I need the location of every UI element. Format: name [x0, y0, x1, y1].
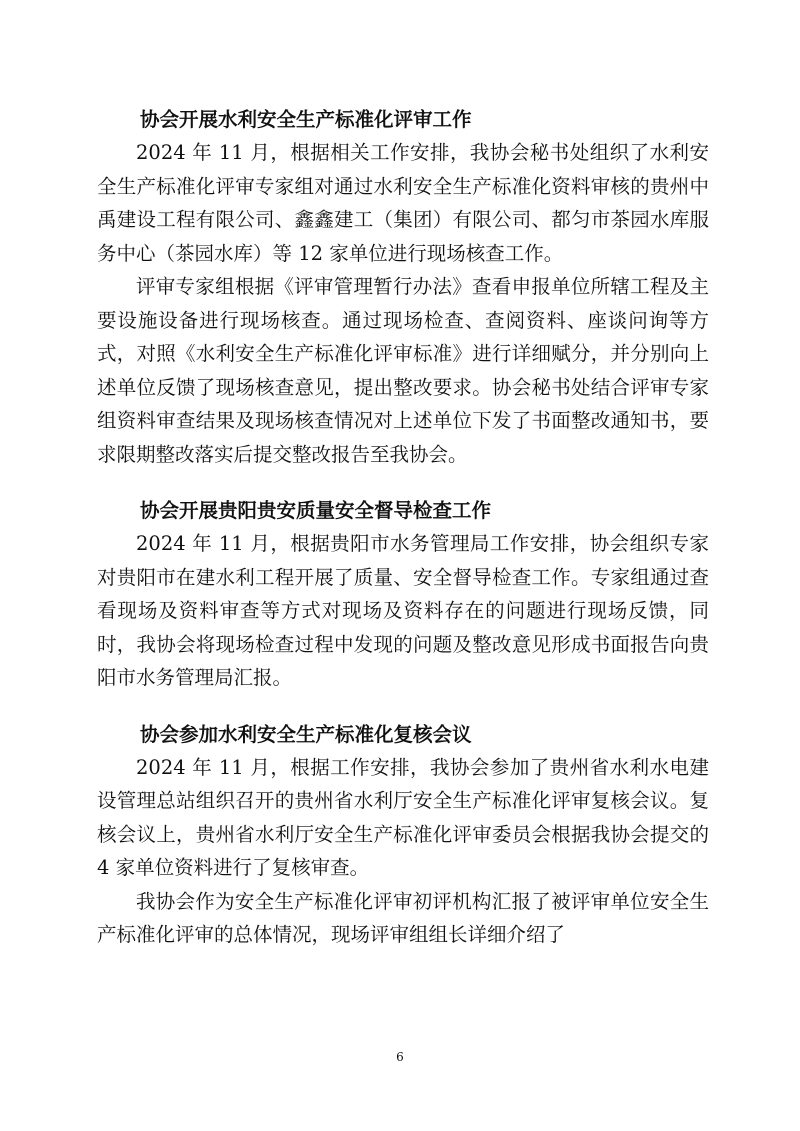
article-body [97, 104, 709, 952]
section-review-meeting [97, 719, 709, 952]
page-number: 6 [396, 1050, 404, 1064]
section-spacer [97, 695, 709, 719]
section-title: 协会开展贵阳贵安质量安全督导检查工作 [140, 499, 492, 522]
section-safety-standardization-review [97, 104, 709, 471]
paragraph: 2024 年 11 月，根据相关工作安排，我协会秘书处组织了水利安全生产标准化评审专家组对通过水利安全生产标准化资料审核的贵州中禹建设工程有限公司、鑫鑫建工（集团）有限公司、都匀市茶园水库服务中心（茶园水库）等 12 家单位进行现场核查工作。 [97, 141, 709, 265]
paragraph: 2024 年 11 月，根据贵阳市水务管理局工作安排，协会组织专家对贵阳市在建水利工程开展了质量、安全督导检查工作。专家组通过查看现场及资料审查等方式对现场及资料存在的问题进行现场反馈，同时，我协会将现场检查过程中发现的问题及整改意见形成书面报告向贵阳市水务管理局汇报。 [97, 532, 709, 689]
paragraph: 我协会作为安全生产标准化评审初评机构汇报了被评审单位安全生产标准化评审的总体情况，现场评审组组长详细介绍了 [97, 889, 709, 946]
section-title: 协会开展水利安全生产标准化评审工作 [140, 108, 472, 131]
section-guiyang-inspection [97, 495, 709, 695]
section-title: 协会参加水利安全生产标准化复核会议 [140, 722, 472, 746]
section-spacer [97, 471, 709, 495]
paragraph: 评审专家组根据《评审管理暂行办法》查看申报单位所辖工程及主要设施设备进行现场核查。通过现场检查、查阅资料、座谈问询等方式，对照《水利安全生产标准化评审标准》进行详细赋分，并分别向上述单位反馈了现场核查意见，提出整改要求。协会秘书处结合评审专家组资料审查结果及现场核查情况对上述单位下发了书面整改通知书，要求限期整改落实后提交整改报告至我协会。 [97, 275, 709, 466]
paragraph: 2024 年 11 月，根据工作安排，我协会参加了贵州省水利水电建设管理总站组织召开的贵州省水利厅安全生产标准化评审复核会议。复核会议上，贵州省水利厅安全生产标准化评审委员会根据我协会提交的 4 家单位资料进行了复核审查。 [97, 755, 709, 879]
